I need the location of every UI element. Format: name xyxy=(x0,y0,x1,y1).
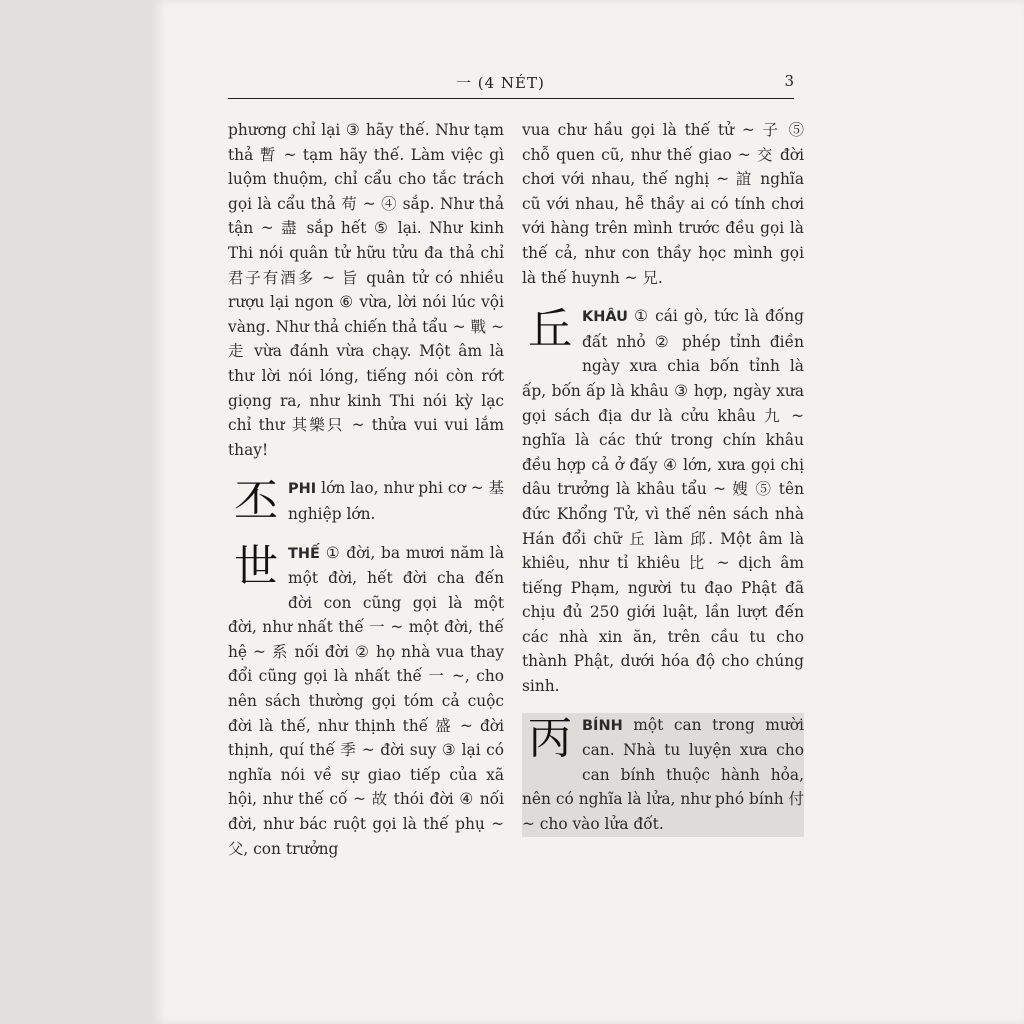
book-edge xyxy=(0,0,152,1024)
left-column xyxy=(228,118,504,861)
entry-definition: một can trong mười can. Nhà tu luyện xưa cho can bính thuộc hành hỏa, nên có nghĩa là lửa, như phó bính 付 ~ cho vào lửa đốt. xyxy=(522,715,804,834)
entry-headword: PHI xyxy=(288,481,317,498)
entry-character: 丘 xyxy=(528,304,572,356)
entry-phi xyxy=(228,476,504,526)
entry-continuation: phương chỉ lại ③ hãy thế. Như tạm thả 暫 ~ tạm hãy thế. Làm việc gì luộm thuộm, chỉ cẩu cho tắc trách gọi là cẩu thả 苟 ~ ④ sắp. Như thả tận ~ 盡 sắp hết ⑤ lại. Như kinh Thi nói quân tử hữu tửu đa thả chỉ 君子有酒多 ~ 旨 quân tử có nhiều rượu lại ngon ⑥ vừa, lời nói lúc vội vàng. Như thả chiến thả tẩu ~ 戰 ~ 走 vừa đánh vừa chạy. Một âm là thư lời nói lóng, tiếng nói còn rớt giọng ra, như kinh Thi nói kỳ lạc chỉ thư 其樂只 ~ thửa vui vui lắm thay! xyxy=(228,121,504,459)
entry-khau xyxy=(522,304,804,699)
page-number: 3 xyxy=(784,72,794,90)
header-title: 一 (4 NÉT) xyxy=(456,74,545,92)
entry-headword: KHÂU xyxy=(582,309,628,326)
entry-definition: lớn lao, như phi cơ ~ 基 nghiệp lớn. xyxy=(288,479,504,523)
entry-binh xyxy=(522,713,804,837)
entry-headword: THẾ xyxy=(288,545,320,562)
entry-character: 丕 xyxy=(234,476,278,528)
entry-continuation: vua chư hầu gọi là thế tử ~ 子 ⑤ chỗ quen cũ, như thế giao ~ 交 đời chơi với nhau, thế nghị ~ 誼 nghĩa cũ với nhau, hễ thầy ai có tính chơi với hàng trên mình trước đều gọi là thế cả, như con thầy học mình gọi là thế huynh ~ 兄. xyxy=(522,121,804,287)
entry-definition: ① cái gò, tức là đống đất nhỏ ② phép tỉnh điền ngày xưa chia bốn tỉnh là ấp, bốn ấp là khâu ③ hợp, ngày xưa gọi sách địa dư là cửu khâu 九 ~ nghĩa là các thứ trong chín khâu đều hợp cả ở đấy ④ lớn, xưa gọi chị dâu trưởng là khâu tẩu ~ 嫂 ⑤ tên đức Khổng Tử, vì thế nên sách nhà Hán đổi chữ 丘 làm 邱. Một âm là khiêu, như tỉ khiêu 比 ~ dịch âm tiếng Phạm, người tu đạo Phật đã chịu đủ 250 giới luật, lần lượt đến các nhà xin ăn, trên cầu tu cho thành Phật, dưới hóa độ cho chúng sinh. xyxy=(522,307,804,696)
entry-definition: ① đời, ba mươi năm là một đời, hết đời cha đến đời con cũng gọi là một đời, như nhất thế 一 ~ một đời, thế hệ ~ 系 nối đời ② họ nhà vua thay đổi cũng gọi là nhất thế 一 ~, cho nên sách thường gọi tóm cả cuộc đời là thế, như thịnh thế 盛 ~ đời thịnh, quí thế 季 ~ đời suy ③ lại có nghĩa nói về sự giao tiếp của xã hội, như thế cố ~ 故 thói đời ④ nối đời, như bác ruột gọi là thế phụ ~ 父, con trưởng xyxy=(228,543,504,858)
entry-character: 丙 xyxy=(528,712,572,764)
entry-the xyxy=(228,541,504,862)
right-column xyxy=(522,118,804,837)
entry-character: 世 xyxy=(234,540,278,592)
page-header xyxy=(228,68,794,99)
entry-headword: BÍNH xyxy=(582,717,623,734)
